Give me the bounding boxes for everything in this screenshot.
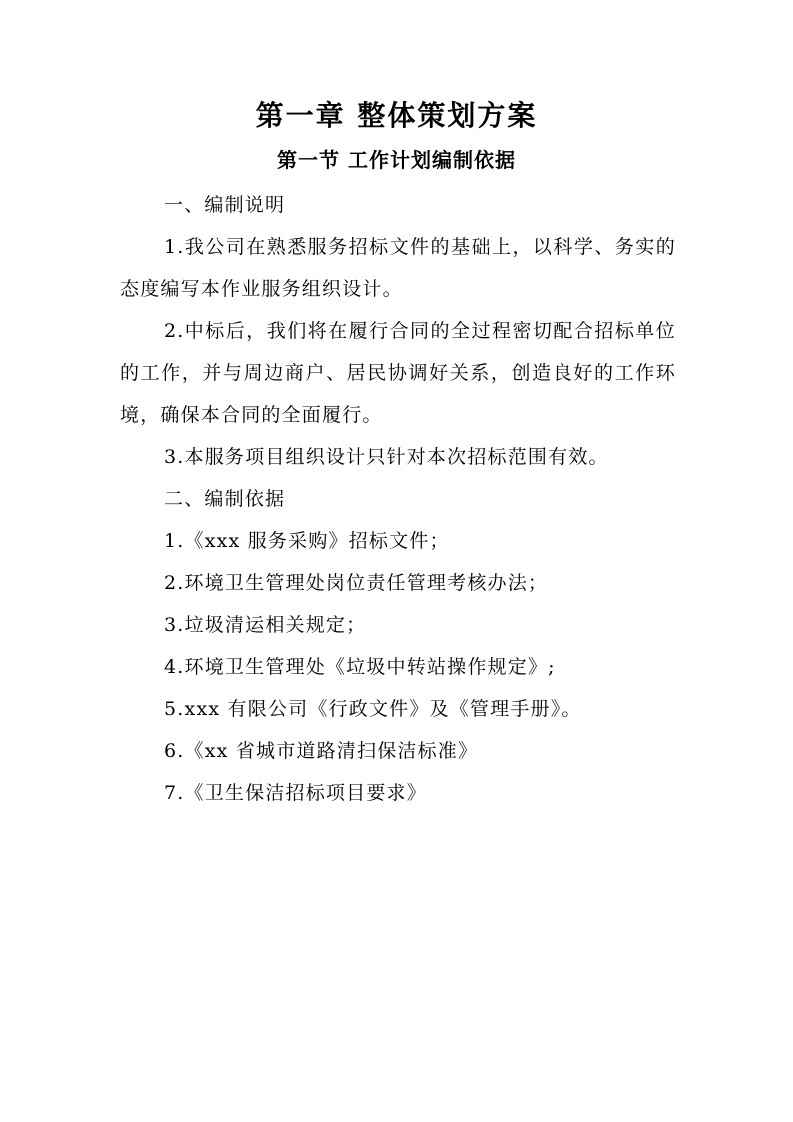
paragraph-item-3: 3.本服务项目组织设计只针对本次招标范围有效。 (164, 446, 609, 468)
basis-item-5: 5.xxx 有限公司《行政文件》及《管理手册》。 (164, 698, 582, 720)
basis-item-1: 1.《xxx 服务采购》招标文件； (164, 530, 450, 552)
section-title: 第一节 工作计划编制依据 (277, 148, 516, 172)
basis-item-7: 7.《卫生保洁招标项目要求》 (164, 782, 427, 804)
basis-item-4: 4.环境卫生管理处《垃圾中转站操作规定》; (164, 656, 556, 678)
basis-item-3: 3.垃圾清运相关规定； (164, 614, 367, 636)
heading-compilation-notes: 一、编制说明 (164, 194, 286, 216)
paragraph-item-1: 1.我公司在熟悉服务招标文件的基础上，以科学、务实的态度编写本作业服务组织设计。 (120, 236, 676, 300)
paragraph-item-2: 2.中标后，我们将在履行合同的全过程密切配合招标单位的工作，并与周边商户、居民协调好关系，创造良好的工作环境，确保本合同的全面履行。 (120, 320, 676, 426)
basis-item-6: 6.《xx 省城市道路清扫保洁标准》 (164, 740, 479, 762)
basis-item-2: 2.环境卫生管理处岗位责任管理考核办法； (164, 572, 549, 594)
document-body (120, 184, 676, 814)
heading-compilation-basis: 二、编制依据 (164, 488, 286, 510)
chapter-title: 第一章 整体策划方案 (255, 99, 538, 132)
